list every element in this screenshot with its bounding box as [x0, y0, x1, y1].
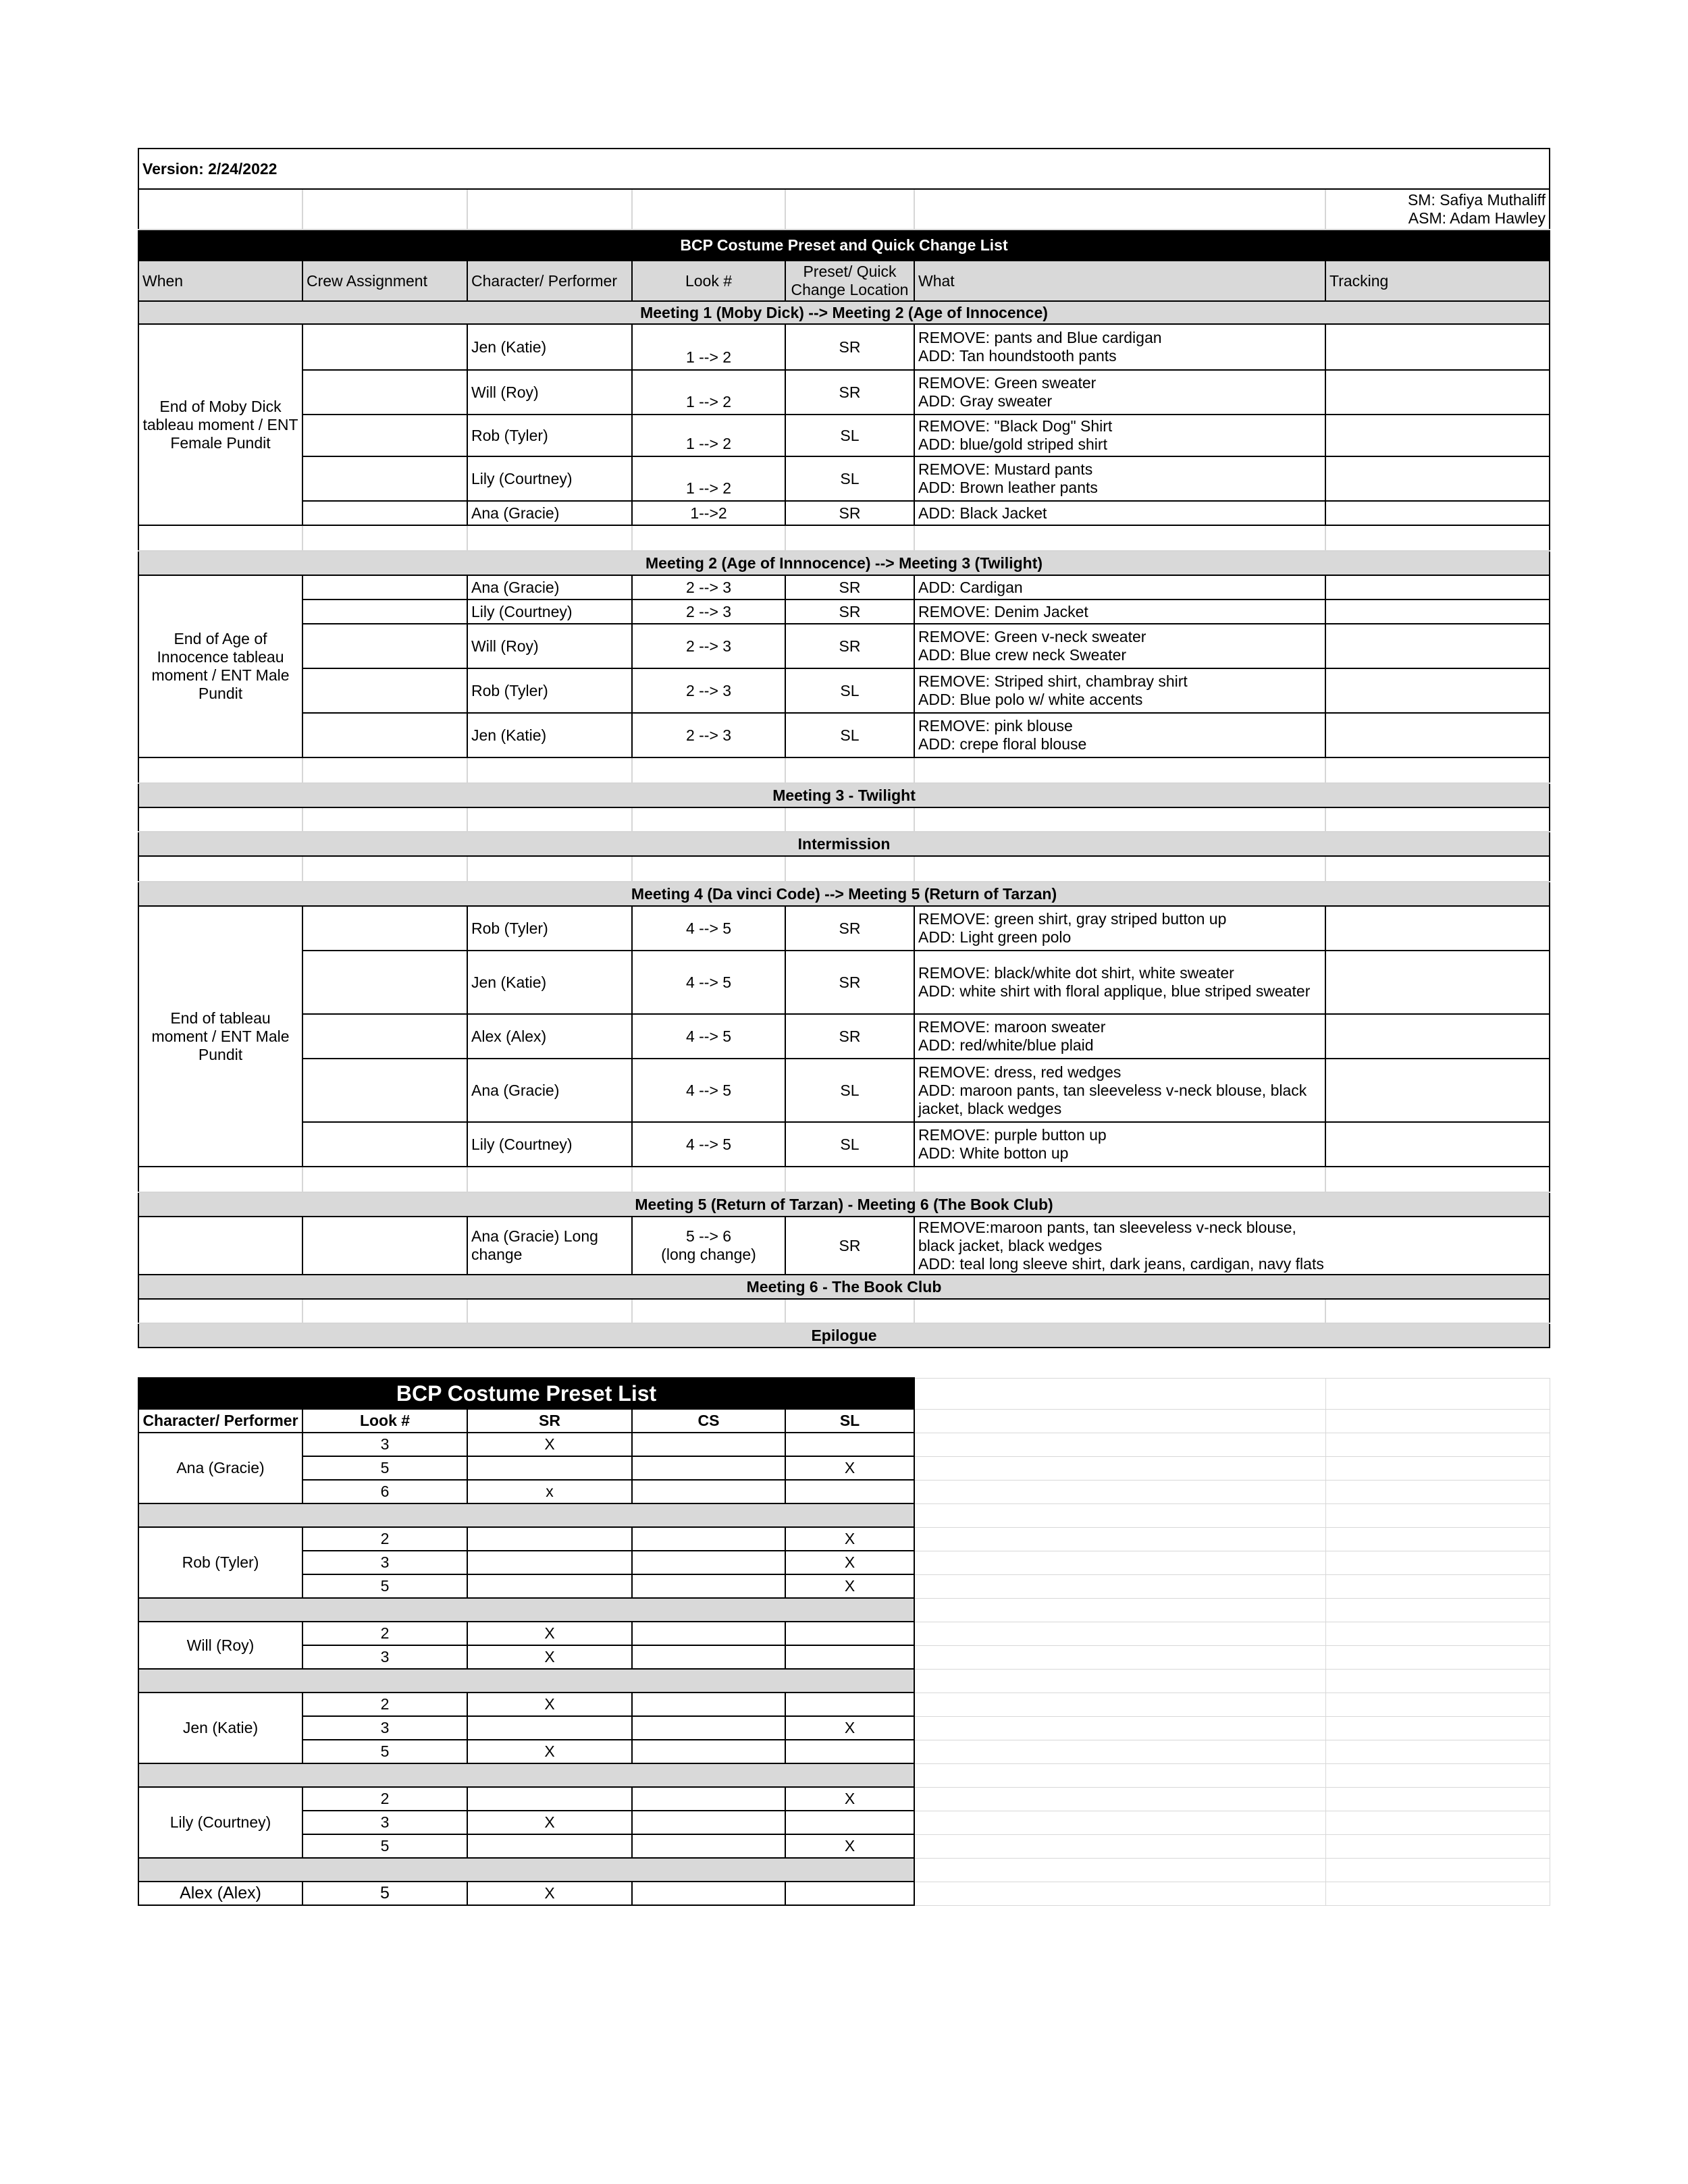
- preset-character: Rob (Tyler): [138, 1527, 302, 1598]
- preset-row: Alex (Alex) 5 X: [138, 1882, 1550, 1905]
- change-row: Ana (Gracie) 1-->2 SR ADD: Black Jacket: [138, 501, 1550, 525]
- header-what: What: [914, 261, 1325, 301]
- change-row: Jen (Katie) 2 --> 3 SL REMOVE: pink blouse ADD: crepe floral blouse: [138, 713, 1550, 757]
- change-row: Ana (Gracie) 4 --> 5 SL REMOVE: dress, red wedges ADD: maroon pants, tan sleeveless v-neck blouse, black jacket, black wedges: [138, 1059, 1550, 1122]
- preset-header-sl: SL: [785, 1409, 914, 1433]
- preset-row: 5 X: [138, 1456, 1550, 1480]
- preset-header-look: Look #: [302, 1409, 467, 1433]
- quick-change-table: [138, 148, 1550, 1348]
- change-row: Rob (Tyler) 2 --> 3 SL REMOVE: Striped shirt, chambray shirt ADD: Blue polo w/ white accents: [138, 668, 1550, 713]
- preset-character: Will (Roy): [138, 1622, 302, 1669]
- when-cell: End of tableau moment / ENT Male Pundit: [138, 906, 302, 1167]
- section-title: Meeting 5 (Return of Tarzan) - Meeting 6 (The Book Club): [138, 1192, 1550, 1217]
- preset-title: BCP Costume Preset List: [138, 1378, 914, 1409]
- preset-row: 3 X: [138, 1716, 1550, 1740]
- preset-table: [138, 1377, 1550, 1906]
- header-location: Preset/ Quick Change Location: [785, 261, 914, 301]
- section-title: Intermission: [138, 832, 1550, 856]
- preset-character: Lily (Courtney): [138, 1787, 302, 1858]
- preset-row: Will (Roy) 2 X: [138, 1622, 1550, 1645]
- preset-row: Jen (Katie) 2 X: [138, 1693, 1550, 1716]
- change-row: Lily (Courtney) 1 --> 2 SL REMOVE: Mustard pants ADD: Brown leather pants: [138, 456, 1550, 501]
- change-row: Ana (Gracie) Long change 5 --> 6 (long change) SR REMOVE:maroon pants, tan sleeveless v-neck blouse, black jacket, black wedges ADD: teal long sleeve shirt, dark jeans, cardigan, navy flats: [138, 1217, 1550, 1275]
- version-label: Version: 2/24/2022: [138, 149, 1550, 189]
- header-crew: Crew Assignment: [302, 261, 467, 301]
- section-title: Meeting 4 (Da vinci Code) --> Meeting 5 (Return of Tarzan): [138, 882, 1550, 906]
- page-title: BCP Costume Preset and Quick Change List: [138, 230, 1550, 261]
- quick-change-sheet: [138, 148, 1549, 1348]
- header-tracking: Tracking: [1325, 261, 1550, 301]
- change-row: Lily (Courtney) 2 --> 3 SR REMOVE: Denim Jacket: [138, 600, 1550, 624]
- change-row: Will (Roy) 2 --> 3 SR REMOVE: Green v-neck sweater ADD: Blue crew neck Sweater: [138, 624, 1550, 668]
- header-character: Character/ Performer: [467, 261, 632, 301]
- change-row: End of tableau moment / ENT Male Pundit Rob (Tyler) 4 --> 5 SR REMOVE: green shirt, gray striped button up ADD: Light green polo: [138, 906, 1550, 951]
- preset-row: 6 x: [138, 1480, 1550, 1503]
- when-cell: End of Moby Dick tableau moment / ENT Female Pundit: [138, 324, 302, 525]
- preset-header-cs: CS: [632, 1409, 785, 1433]
- section-title: Epilogue: [138, 1323, 1550, 1348]
- preset-row: Rob (Tyler) 2 X: [138, 1527, 1550, 1551]
- sm-name: SM: Safiya Muthaliff: [1407, 191, 1546, 209]
- change-row: End of Age of Innocence tableau moment / ENT Male Pundit Ana (Gracie) 2 --> 3 SR ADD: Cardigan: [138, 575, 1550, 600]
- preset-header-sr: SR: [467, 1409, 632, 1433]
- when-cell: End of Age of Innocence tableau moment / ENT Male Pundit: [138, 575, 302, 757]
- header-look: Look #: [632, 261, 785, 301]
- preset-row: 5 X: [138, 1574, 1550, 1598]
- section-title: Meeting 3 - Twilight: [138, 783, 1550, 807]
- change-row: Jen (Katie) 4 --> 5 SR REMOVE: black/white dot shirt, white sweater ADD: white shirt with floral applique, blue striped sweater: [138, 951, 1550, 1014]
- section-title: Meeting 2 (Age of Innnocence) --> Meeting 3 (Twilight): [138, 551, 1550, 575]
- preset-row: 5 X: [138, 1740, 1550, 1763]
- column-headers: [138, 261, 1550, 301]
- preset-row: 3 X: [138, 1645, 1550, 1669]
- preset-character: Alex (Alex): [138, 1882, 302, 1905]
- preset-row: 3 X: [138, 1551, 1550, 1574]
- change-row: Rob (Tyler) 1 --> 2 SL REMOVE: "Black Dog" Shirt ADD: blue/gold striped shirt: [138, 415, 1550, 456]
- preset-row: Ana (Gracie) 3 X: [138, 1433, 1550, 1456]
- stage-managers: [1325, 189, 1550, 230]
- header-when: When: [138, 261, 302, 301]
- preset-character: Ana (Gracie): [138, 1433, 302, 1503]
- asm-name: ASM: Adam Hawley: [1408, 209, 1546, 227]
- change-row: End of Moby Dick tableau moment / ENT Female Pundit Jen (Katie) 1 --> 2 SR REMOVE: pants and Blue cardigan ADD: Tan houndstooth pants: [138, 324, 1550, 370]
- preset-row: Lily (Courtney) 2 X: [138, 1787, 1550, 1811]
- preset-character: Jen (Katie): [138, 1693, 302, 1763]
- preset-header-character: Character/ Performer: [138, 1409, 302, 1433]
- change-row: Lily (Courtney) 4 --> 5 SL REMOVE: purple button up ADD: White botton up: [138, 1122, 1550, 1167]
- change-row: Alex (Alex) 4 --> 5 SR REMOVE: maroon sweater ADD: red/white/blue plaid: [138, 1014, 1550, 1059]
- preset-row: 3 X: [138, 1811, 1550, 1834]
- section-title: Meeting 6 - The Book Club: [138, 1275, 1550, 1299]
- change-row: Will (Roy) 1 --> 2 SR REMOVE: Green sweater ADD: Gray sweater: [138, 370, 1550, 415]
- section-title: Meeting 1 (Moby Dick) --> Meeting 2 (Age of Innocence): [138, 301, 1550, 324]
- preset-row: 5 X: [138, 1834, 1550, 1858]
